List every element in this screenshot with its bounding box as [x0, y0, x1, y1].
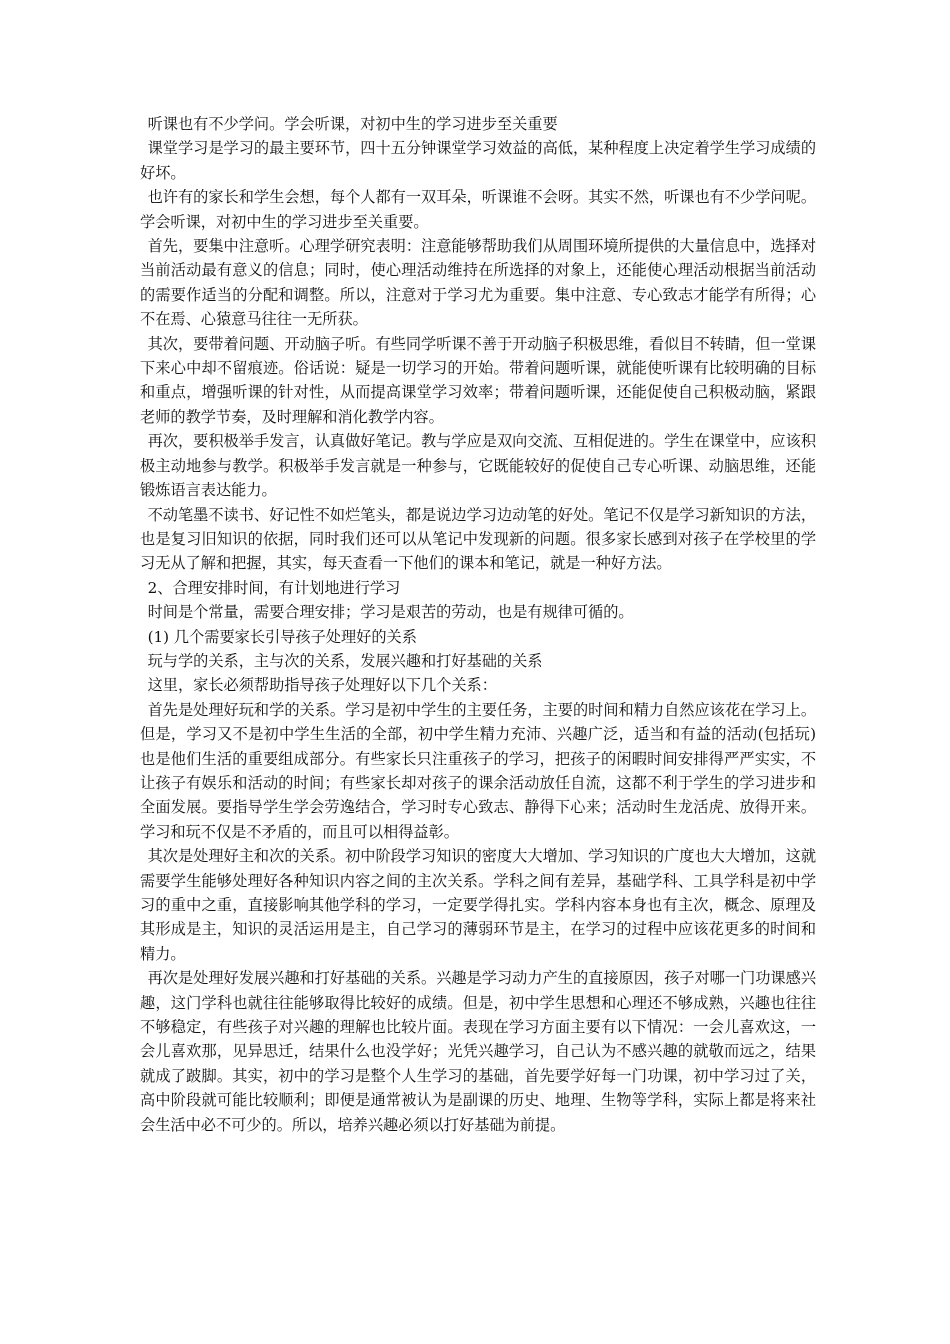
paragraph-classroom-learning: 课堂学习是学习的最主要环节，四十五分钟课堂学习效益的高低，某种程度上决定着学生学习成绩的好坏。 [140, 139, 816, 182]
section-heading-time: 2、合理安排时间，有计划地进行学习 [147, 578, 401, 597]
paragraph-questions: 其次，要带着问题、开动脑子听。有些同学听课不善于开动脑子积极思维，看似目不转睛，但一堂课下来心中却不留痕迹。俗话说：疑是一切学习的开始。带着问题听课，就能使听课有比较明确的目标和重点，增强听课的针对性，从而提高课堂学习效率；带着问题听课，还能促使自己积极动脑，紧跟老师的教学节奏，及时理解和消化教学内容。 [140, 334, 816, 426]
paragraph-interest-foundation: 再次是处理好发展兴趣和打好基础的关系。兴趣是学习动力产生的直接原因，孩子对哪一门功课感兴趣，这门学科也就往往能够取得比较好的成绩。但是，初中学生思想和心理还不够成熟，兴趣也往往不够稳定，有些孩子对兴趣的理解也比较片面。表现在学习方面主要有以下情况：一会儿喜欢这，一会儿喜欢那，见异思迁，结果什么也没学好；光凭兴趣学习，自己认为不感兴趣的就敬而远之，结果就成了跛脚。其实，初中的学习是整个人生学习的基础，首先要学好每一门功课，初中学习过了关，高中阶段就可能比较顺利；即便是通常被认为是副课的历史、地理、生物等学科，实际上都是将来社会生活中必不可少的。所以，培养兴趣必须以打好基础为前提。 [140, 969, 816, 1134]
paragraph-heading-listening: 听课也有不少学问。学会听课，对初中生的学习进步至关重要 [147, 115, 558, 133]
paragraph-primary-secondary: 其次是处理好主和次的关系。初中阶段学习知识的密度大大增加、学习知识的广度也大大增加，这就需要学生能够处理好各种知识内容之间的主次关系。学科之间有差异，基础学科、工具学科是初中学习的重中之重，直接影响其他学科的学习，一定要学得扎实。学科内容本身也有主次，概念、原理及其形成是主，知识的灵活运用是主，自己学习的薄弱环节是主，在学习的过程中应该花更多的时间和精力。 [140, 847, 816, 963]
paragraph-listening-skill: 也许有的家长和学生会想，每个人都有一双耳朵，听课谁不会呀。其实不然，听课也有不少学问呢。学会听课，对初中生的学习进步至关重要。 [140, 188, 816, 231]
paragraph-note-taking: 不动笔墨不读书、好记性不如烂笔头，都是说边学习边动笔的好处。笔记不仅是学习新知识的方法，也是复习旧知识的依据，同时我们还可以从笔记中发现新的问题。很多家长感到对孩子在学校里的学习无从了解和把握，其实，每天查看一下他们的课本和笔记，就是一种好方法。 [140, 505, 816, 573]
paragraph-concentrate: 首先，要集中注意听。心理学研究表明：注意能够帮助我们从周围环境所提供的大量信息中，选择对当前活动最有意义的信息；同时，使心理活动维持在所选择的对象上，还能使心理活动根据当前活动的需要作适当的分配和调整。所以，注意对于学习尤为重要。集中注意、专心致志才能学有所得；心不在焉、心猿意马往往一无所获。 [140, 237, 816, 329]
subsection-heading-relations: (1) 几个需要家长引导孩子处理好的关系 [147, 627, 417, 646]
paragraph-speak-notes: 再次，要积极举手发言，认真做好笔记。教与学应是双向交流、互相促进的。学生在课堂中，应该积极主动地参与教学。积极举手发言就是一种参与，它既能较好的促使自己专心听课、动脑思维，还能锻炼语言表达能力。 [140, 432, 816, 500]
paragraph-play-study: 首先是处理好玩和学的关系。学习是初中学生的主要任务，主要的时间和精力自然应该花在学习上。但是，学习又不是初中学生生活的全部，初中学生精力充沛、兴趣广泛，适当和有益的活动(包括玩)也是他们生活的重要组成部分。有些家长只注重孩子的学习，把孩子的闲暇时间安排得严严实实，不让孩子有娱乐和活动的时间；有些家长却对孩子的课余活动放任自流，这都不利于学生的学习进步和全面发展。要指导学生学会劳逸结合，学习时专心致志、静得下心来；活动时生龙活虎、放得开来。学习和玩不仅是不矛盾的，而且可以相得益彰。 [140, 700, 816, 841]
paragraph-time-constant: 时间是个常量，需要合理安排；学习是艰苦的劳动，也是有规律可循的。 [147, 603, 634, 622]
paragraph-relations-list: 玩与学的关系，主与次的关系，发展兴趣和打好基础的关系 [147, 651, 543, 670]
document-body [140, 112, 816, 1137]
paragraph-relations-intro: 这里，家长必须帮助指导孩子处理好以下几个关系： [147, 676, 497, 695]
